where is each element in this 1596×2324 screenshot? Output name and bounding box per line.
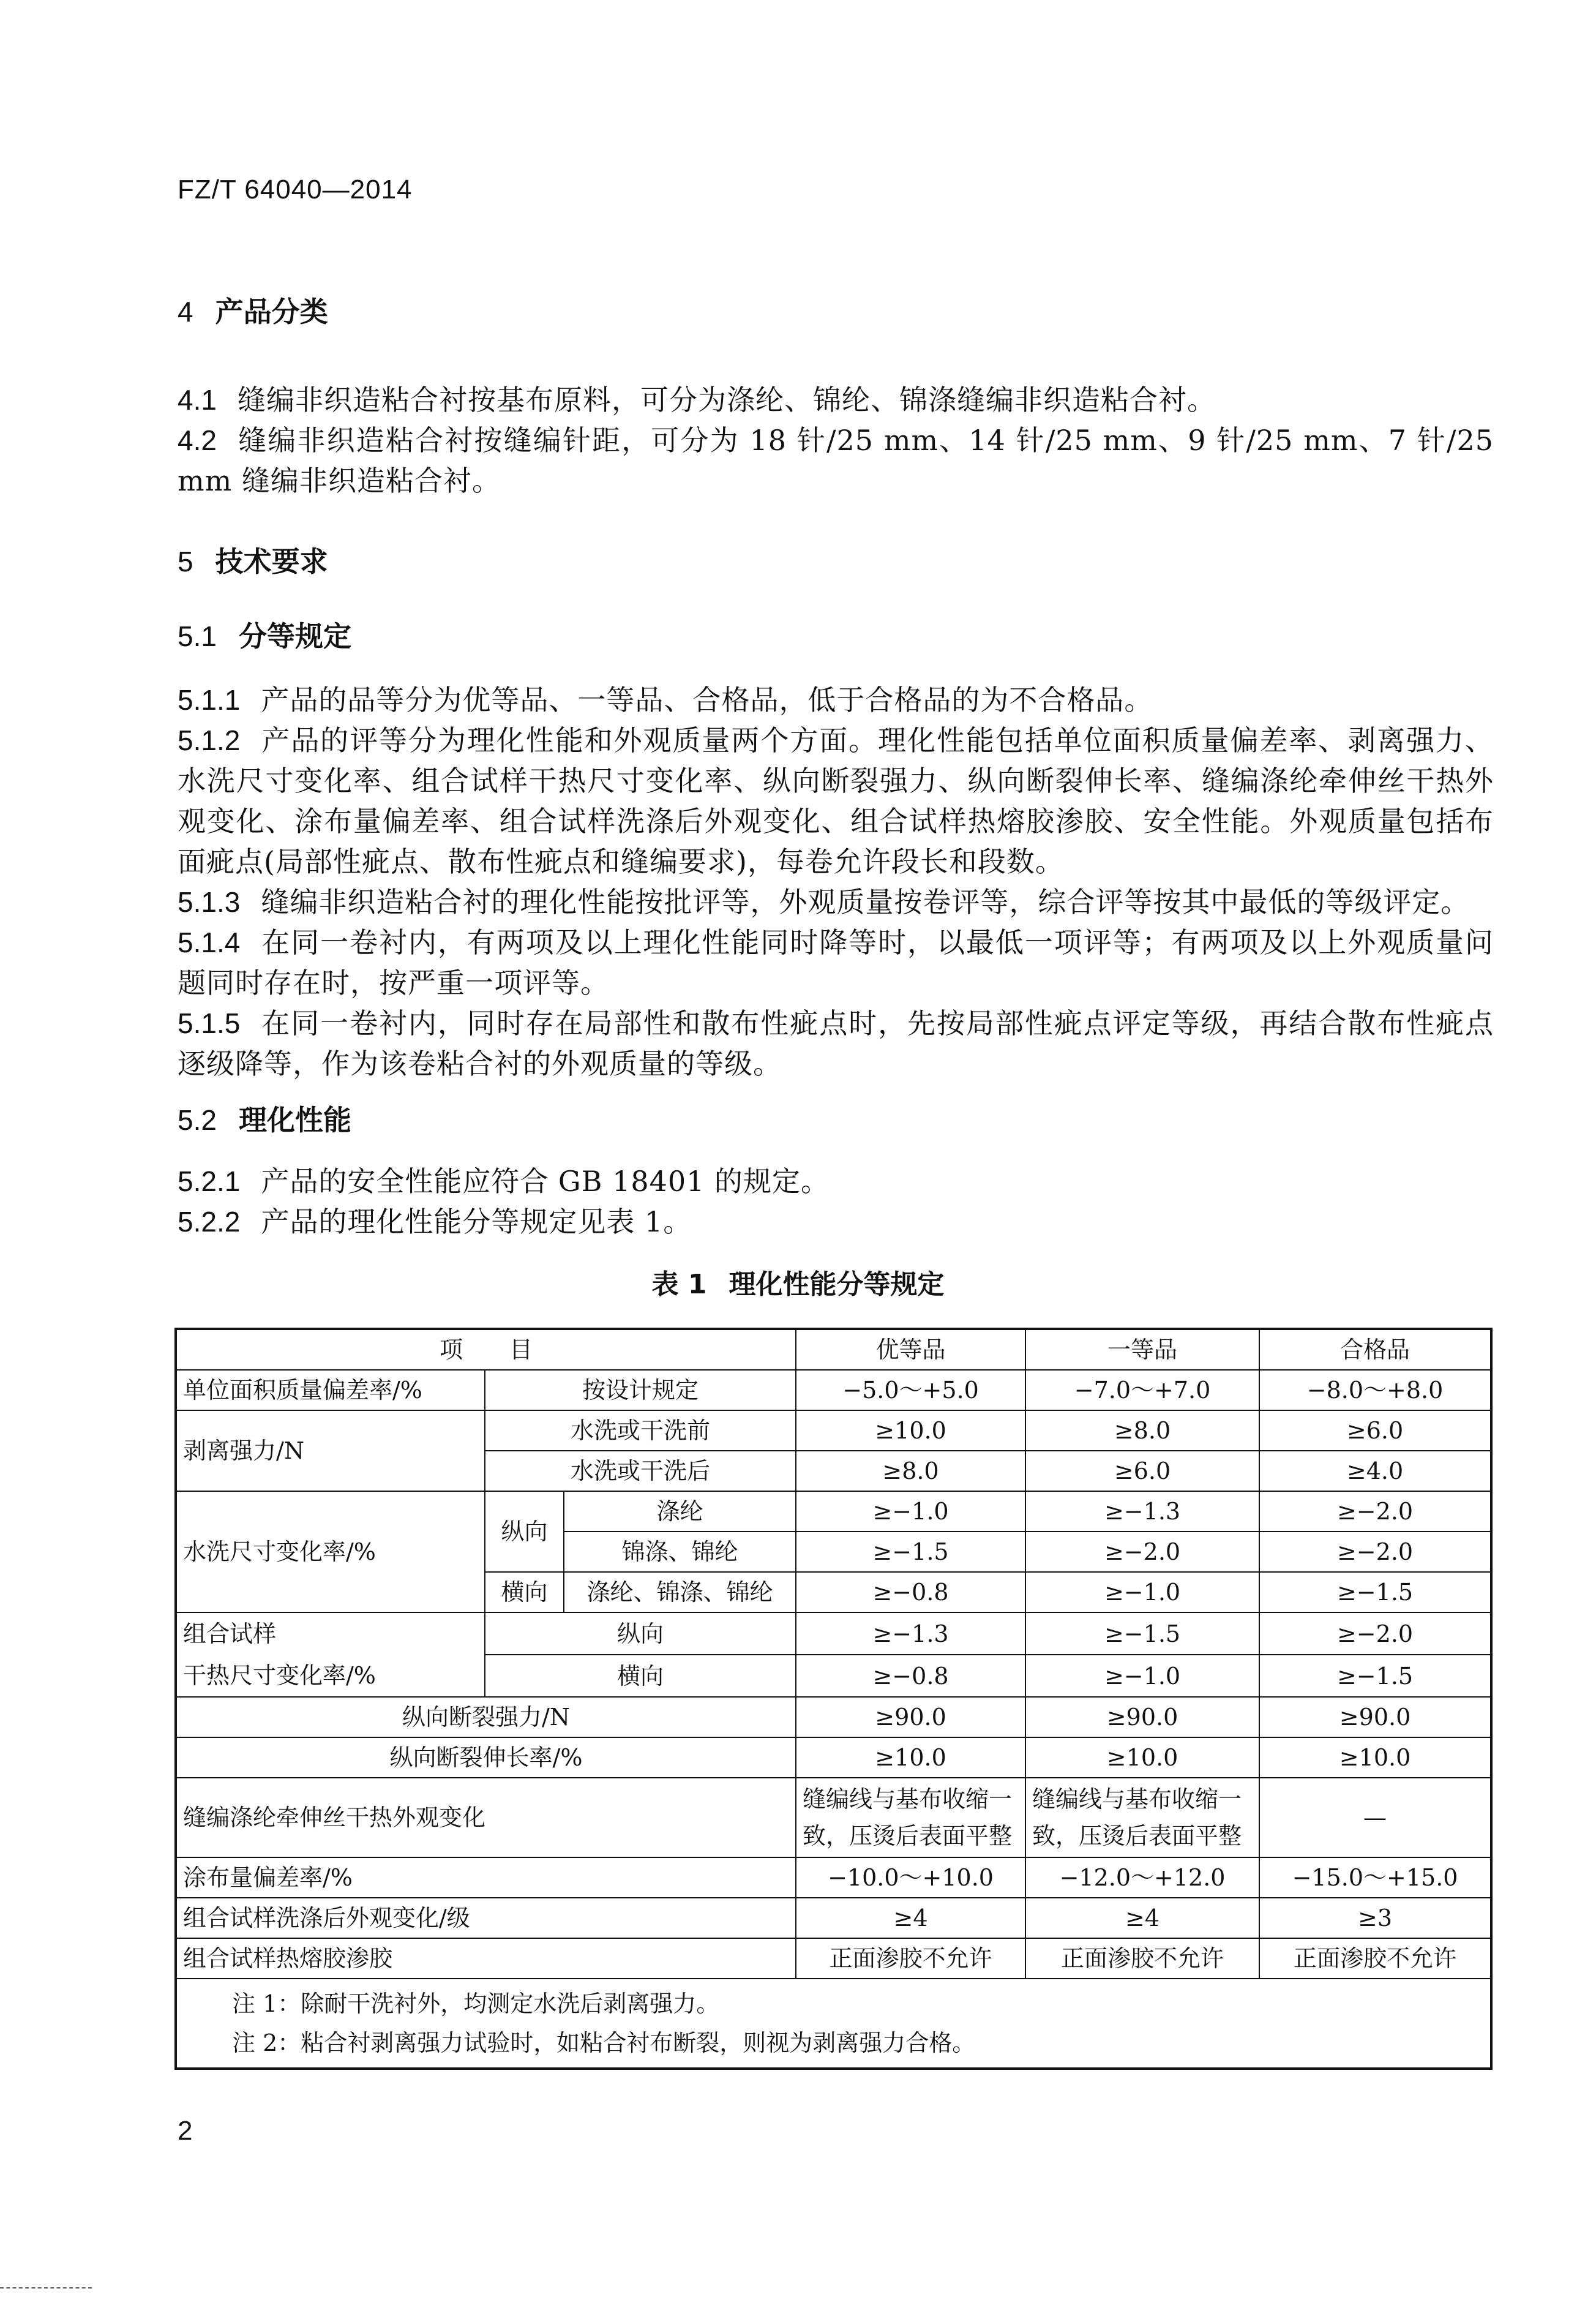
clause-text: 缝编非织造粘合衬按基布原料，可分为涤纶、锦纶、锦涤缝编非织造粘合衬。	[237, 383, 1216, 416]
row-subitem: 水洗或干洗前	[485, 1410, 796, 1451]
clause-number: 5.1.4	[178, 927, 241, 958]
table-row	[176, 1410, 1491, 1451]
row-subitem: 按设计规定	[485, 1370, 796, 1410]
row-item: 纵向断裂伸长率/%	[176, 1737, 796, 1778]
section-number: 5	[178, 546, 193, 577]
header-premium: 优等品	[796, 1329, 1025, 1370]
clause-number: 5.1.3	[178, 886, 241, 918]
row-item: 剥离强力/N	[176, 1410, 485, 1491]
clause-number: 5.1.1	[178, 684, 241, 716]
clause-number: 5.2.2	[178, 1206, 241, 1238]
row-item: 缝编涤纶牵伸丝干热外观变化	[176, 1778, 796, 1857]
cell-value: ≥3	[1259, 1898, 1491, 1938]
table-row	[176, 1370, 1491, 1410]
cell-value: −7.0～+7.0	[1025, 1370, 1259, 1410]
cell-value: —	[1259, 1778, 1491, 1857]
row-item: 水洗尺寸变化率/%	[176, 1491, 485, 1612]
header-first-grade: 一等品	[1025, 1329, 1259, 1370]
cell-value: ≥−2.0	[1259, 1532, 1491, 1572]
cell-value: ≥6.0	[1025, 1451, 1259, 1491]
row-item: 组合试样热熔胶渗胶	[176, 1938, 796, 1979]
row-subitem: 纵向	[485, 1612, 796, 1655]
section-title: 技术要求	[215, 545, 328, 578]
cell-value: ≥6.0	[1259, 1410, 1491, 1451]
clause-5-1-4	[178, 922, 1494, 1003]
cell-value: ≥10.0	[796, 1410, 1025, 1451]
table-row	[176, 1737, 1491, 1778]
section-number: 5.2	[178, 1104, 217, 1136]
clause-text: 缝编非织造粘合衬的理化性能按批评等，外观质量按卷评等，综合评等按其中最低的等级评定。	[261, 886, 1470, 919]
table-note: 注 1：除耐干洗衬外，均测定水洗后剥离强力。	[232, 1990, 720, 2017]
cell-value: ≥90.0	[1259, 1697, 1491, 1737]
footer-divider	[0, 2287, 92, 2288]
table-notes	[176, 1979, 1491, 2069]
cell-value: 缝编线与基布收缩一致，压烫后表面平整	[796, 1778, 1025, 1857]
cell-value: ≥10.0	[1259, 1737, 1491, 1778]
cell-value: ≥−0.8	[796, 1655, 1025, 1697]
section-4-heading	[178, 293, 1494, 331]
cell-value: ≥−2.0	[1259, 1612, 1491, 1655]
clause-text: 缝编非织造粘合衬按缝编针距，可分为 18 针/25 mm、14 针/25 mm、9 针/25 mm、7 针/25 mm 缝编非织造粘合衬。	[178, 424, 1494, 497]
row-item-line: 干热尺寸变化率/%	[183, 1662, 376, 1689]
cell-value: ≥−1.0	[796, 1491, 1025, 1532]
row-direction: 横向	[485, 1572, 564, 1612]
clause-4-1	[178, 380, 1494, 420]
cell-value: ≥8.0	[1025, 1410, 1259, 1451]
page-number: 2	[178, 2116, 193, 2146]
row-item	[176, 1612, 485, 1697]
table-caption	[0, 1266, 1596, 1303]
cell-value: −15.0～+15.0	[1259, 1857, 1491, 1898]
clause-text: 产品的理化性能分等规定见表 1。	[261, 1205, 692, 1238]
cell-value: ≥−1.0	[1025, 1655, 1259, 1697]
clause-5-1-3	[178, 882, 1494, 922]
table-title: 理化性能分等规定	[729, 1269, 945, 1300]
grading-table	[174, 1328, 1493, 2070]
cell-value: ≥−1.0	[1025, 1572, 1259, 1612]
header-item: 项 目	[176, 1329, 796, 1370]
clause-5-2-2	[178, 1201, 1494, 1242]
cell-value: ≥−1.3	[796, 1612, 1025, 1655]
cell-value: ≥90.0	[796, 1697, 1025, 1737]
cell-value: ≥90.0	[1025, 1697, 1259, 1737]
table-row	[176, 1778, 1491, 1857]
cell-value: 正面渗胶不允许	[796, 1938, 1025, 1979]
clause-text: 产品的品等分为优等品、一等品、合格品，低于合格品的为不合格品。	[261, 683, 1153, 716]
row-material: 锦涤、锦纶	[564, 1532, 796, 1572]
clause-5-1-2	[178, 720, 1494, 882]
row-material: 涤纶、锦涤、锦纶	[564, 1572, 796, 1612]
row-item: 纵向断裂强力/N	[176, 1697, 796, 1737]
cell-value: ≥−1.5	[1259, 1572, 1491, 1612]
page-content	[178, 171, 1494, 2149]
section-title: 分等规定	[238, 620, 351, 653]
cell-value: ≥−0.8	[796, 1572, 1025, 1612]
section-title: 产品分类	[215, 295, 328, 328]
section-5-1-heading	[178, 617, 1494, 655]
section-title: 理化性能	[238, 1104, 351, 1137]
row-item: 组合试样洗涤后外观变化/级	[176, 1898, 796, 1938]
table-number: 表 1	[651, 1269, 707, 1300]
cell-value: −8.0～+8.0	[1259, 1370, 1491, 1410]
clause-text: 产品的评等分为理化性能和外观质量两个方面。理化性能包括单位面积质量偏差率、剥离强力、水洗尺寸变化率、组合试样干热尺寸变化率、纵向断裂强力、纵向断裂伸长率、缝编涤纶牵伸丝干热外观变化、涂布量偏差率、组合试样洗涤后外观变化、组合试样热熔胶渗胶、安全性能。外观质量包括布面疵点(局部性疵点、散布性疵点和缝编要求)，每卷允许段长和段数。	[178, 724, 1494, 878]
cell-value: ≥4	[796, 1898, 1025, 1938]
table-row	[176, 1938, 1491, 1979]
row-direction: 纵向	[485, 1491, 564, 1572]
row-subitem: 水洗或干洗后	[485, 1451, 796, 1491]
cell-value: ≥−1.5	[1259, 1655, 1491, 1697]
cell-value: ≥10.0	[796, 1737, 1025, 1778]
clause-number: 5.1.5	[178, 1007, 241, 1039]
row-subitem: 横向	[485, 1655, 796, 1697]
clause-text: 在同一卷衬内，有两项及以上理化性能同时降等时，以最低一项评等；有两项及以上外观质量问题同时存在时，按严重一项评等。	[178, 926, 1494, 999]
cell-value: 正面渗胶不允许	[1259, 1938, 1491, 1979]
clause-text: 产品的安全性能应符合 GB 18401 的规定。	[261, 1165, 830, 1198]
clause-number: 4.1	[178, 384, 217, 416]
clause-number: 5.2.1	[178, 1165, 241, 1197]
cell-value: ≥4	[1025, 1898, 1259, 1938]
section-number: 4	[178, 296, 193, 328]
clause-5-1-1	[178, 680, 1494, 720]
clause-number: 5.1.2	[178, 724, 241, 756]
clause-number: 4.2	[178, 424, 217, 456]
section-5-2-heading	[178, 1101, 1494, 1139]
cell-value: ≥−1.3	[1025, 1491, 1259, 1532]
cell-value: ≥4.0	[1259, 1451, 1491, 1491]
cell-value: −12.0～+12.0	[1025, 1857, 1259, 1898]
cell-value: 缝编线与基布收缩一致，压烫后表面平整	[1025, 1778, 1259, 1857]
cell-value: 正面渗胶不允许	[1025, 1938, 1259, 1979]
row-item: 涂布量偏差率/%	[176, 1857, 796, 1898]
header-qualified: 合格品	[1259, 1329, 1491, 1370]
table-row	[176, 1612, 1491, 1655]
cell-value: ≥−1.5	[1025, 1612, 1259, 1655]
section-5-heading	[178, 543, 1494, 581]
cell-value: ≥10.0	[1025, 1737, 1259, 1778]
cell-value: ≥8.0	[796, 1451, 1025, 1491]
cell-value: −5.0～+5.0	[796, 1370, 1025, 1410]
table-row	[176, 1857, 1491, 1898]
table-row	[176, 1697, 1491, 1737]
table-row	[176, 1491, 1491, 1532]
cell-value: ≥−1.5	[796, 1532, 1025, 1572]
cell-value: ≥−2.0	[1259, 1491, 1491, 1532]
clause-5-2-1	[178, 1161, 1494, 1201]
section-number: 5.1	[178, 620, 217, 652]
cell-value: −10.0～+10.0	[796, 1857, 1025, 1898]
table-notes-row	[176, 1979, 1491, 2069]
row-item-line: 组合试样	[183, 1620, 277, 1647]
row-material: 涤纶	[564, 1491, 796, 1532]
table-header-row	[176, 1329, 1491, 1370]
clause-5-1-5	[178, 1003, 1494, 1084]
table-row	[176, 1898, 1491, 1938]
clause-4-2	[178, 420, 1494, 501]
document-code-header: FZ/T 64040—2014	[178, 175, 413, 205]
row-item: 单位面积质量偏差率/%	[176, 1370, 485, 1410]
clause-text: 在同一卷衬内，同时存在局部性和散布性疵点时，先按局部性疵点评定等级，再结合散布性疵点逐级降等，作为该卷粘合衬的外观质量的等级。	[178, 1007, 1494, 1080]
table-note: 注 2：粘合衬剥离强力试验时，如粘合衬布断裂，则视为剥离强力合格。	[232, 2029, 976, 2056]
cell-value: ≥−2.0	[1025, 1532, 1259, 1572]
